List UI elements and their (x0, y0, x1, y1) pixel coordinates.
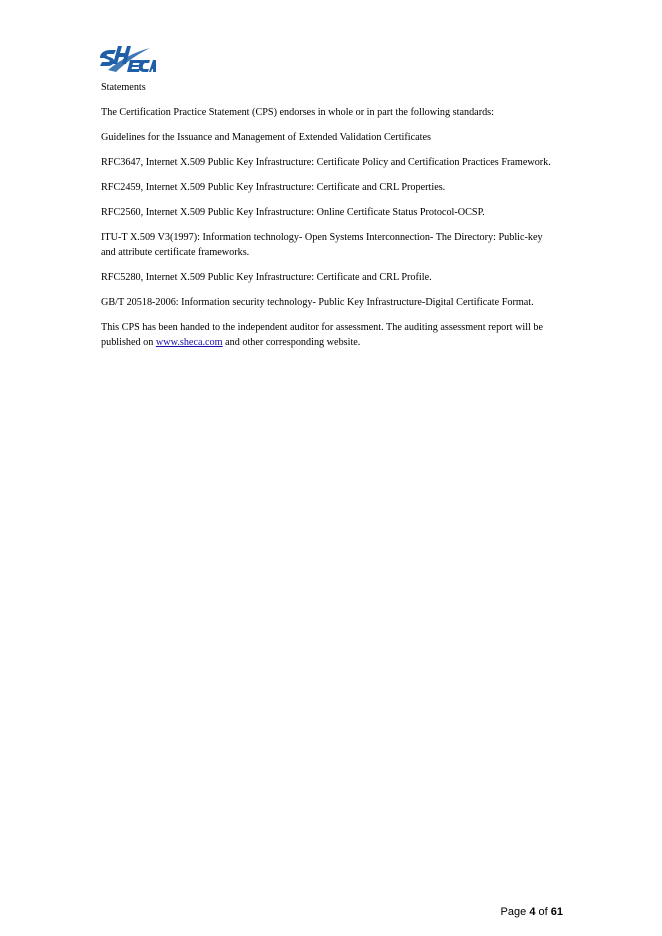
section-heading: Statements (101, 82, 146, 93)
standard-item: RFC5280, Internet X.509 Public Key Infrastructure: Certificate and CRL Profile. (101, 272, 432, 283)
page-word: Page (500, 906, 527, 918)
standard-item: ITU-T X.509 V3(1997): Information technology- Open Systems Interconnection- The Directory: Public-key and attribute certificate frameworks. (101, 232, 543, 258)
page-number (501, 906, 563, 918)
closing-text-after: and other corresponding website. (222, 337, 361, 348)
standard-item: RFC2560, Internet X.509 Public Key Infrastructure: Online Certificate Status Protocol-OCSP. (101, 207, 485, 218)
closing-paragraph (101, 320, 559, 350)
closing-text-before: This CPS has been handed to the independent auditor for assessment. The auditing assessment report will be published on (101, 322, 544, 348)
page-current: 4 (529, 906, 536, 918)
page-total: 61 (550, 906, 563, 918)
standard-item: RFC2459, Internet X.509 Public Key Infrastructure: Certificate and CRL Properties. (101, 182, 446, 193)
intro-paragraph: The Certification Practice Statement (CPS) endorses in whole or in part the following standards: (101, 107, 494, 118)
sheca-logo-icon (98, 40, 156, 74)
standard-item: GB/T 20518-2006: Information security technology- Public Key Infrastructure-Digital Certificate Format. (101, 297, 534, 308)
page-of: of (538, 906, 548, 918)
sheca-website-link[interactable]: www.sheca.com (155, 337, 223, 348)
standard-item: RFC3647, Internet X.509 Public Key Infrastructure: Certificate Policy and Certification Practices Framework. (101, 157, 551, 168)
standard-item: Guidelines for the Issuance and Management of Extended Validation Certificates (101, 132, 431, 143)
document-body (101, 80, 559, 360)
